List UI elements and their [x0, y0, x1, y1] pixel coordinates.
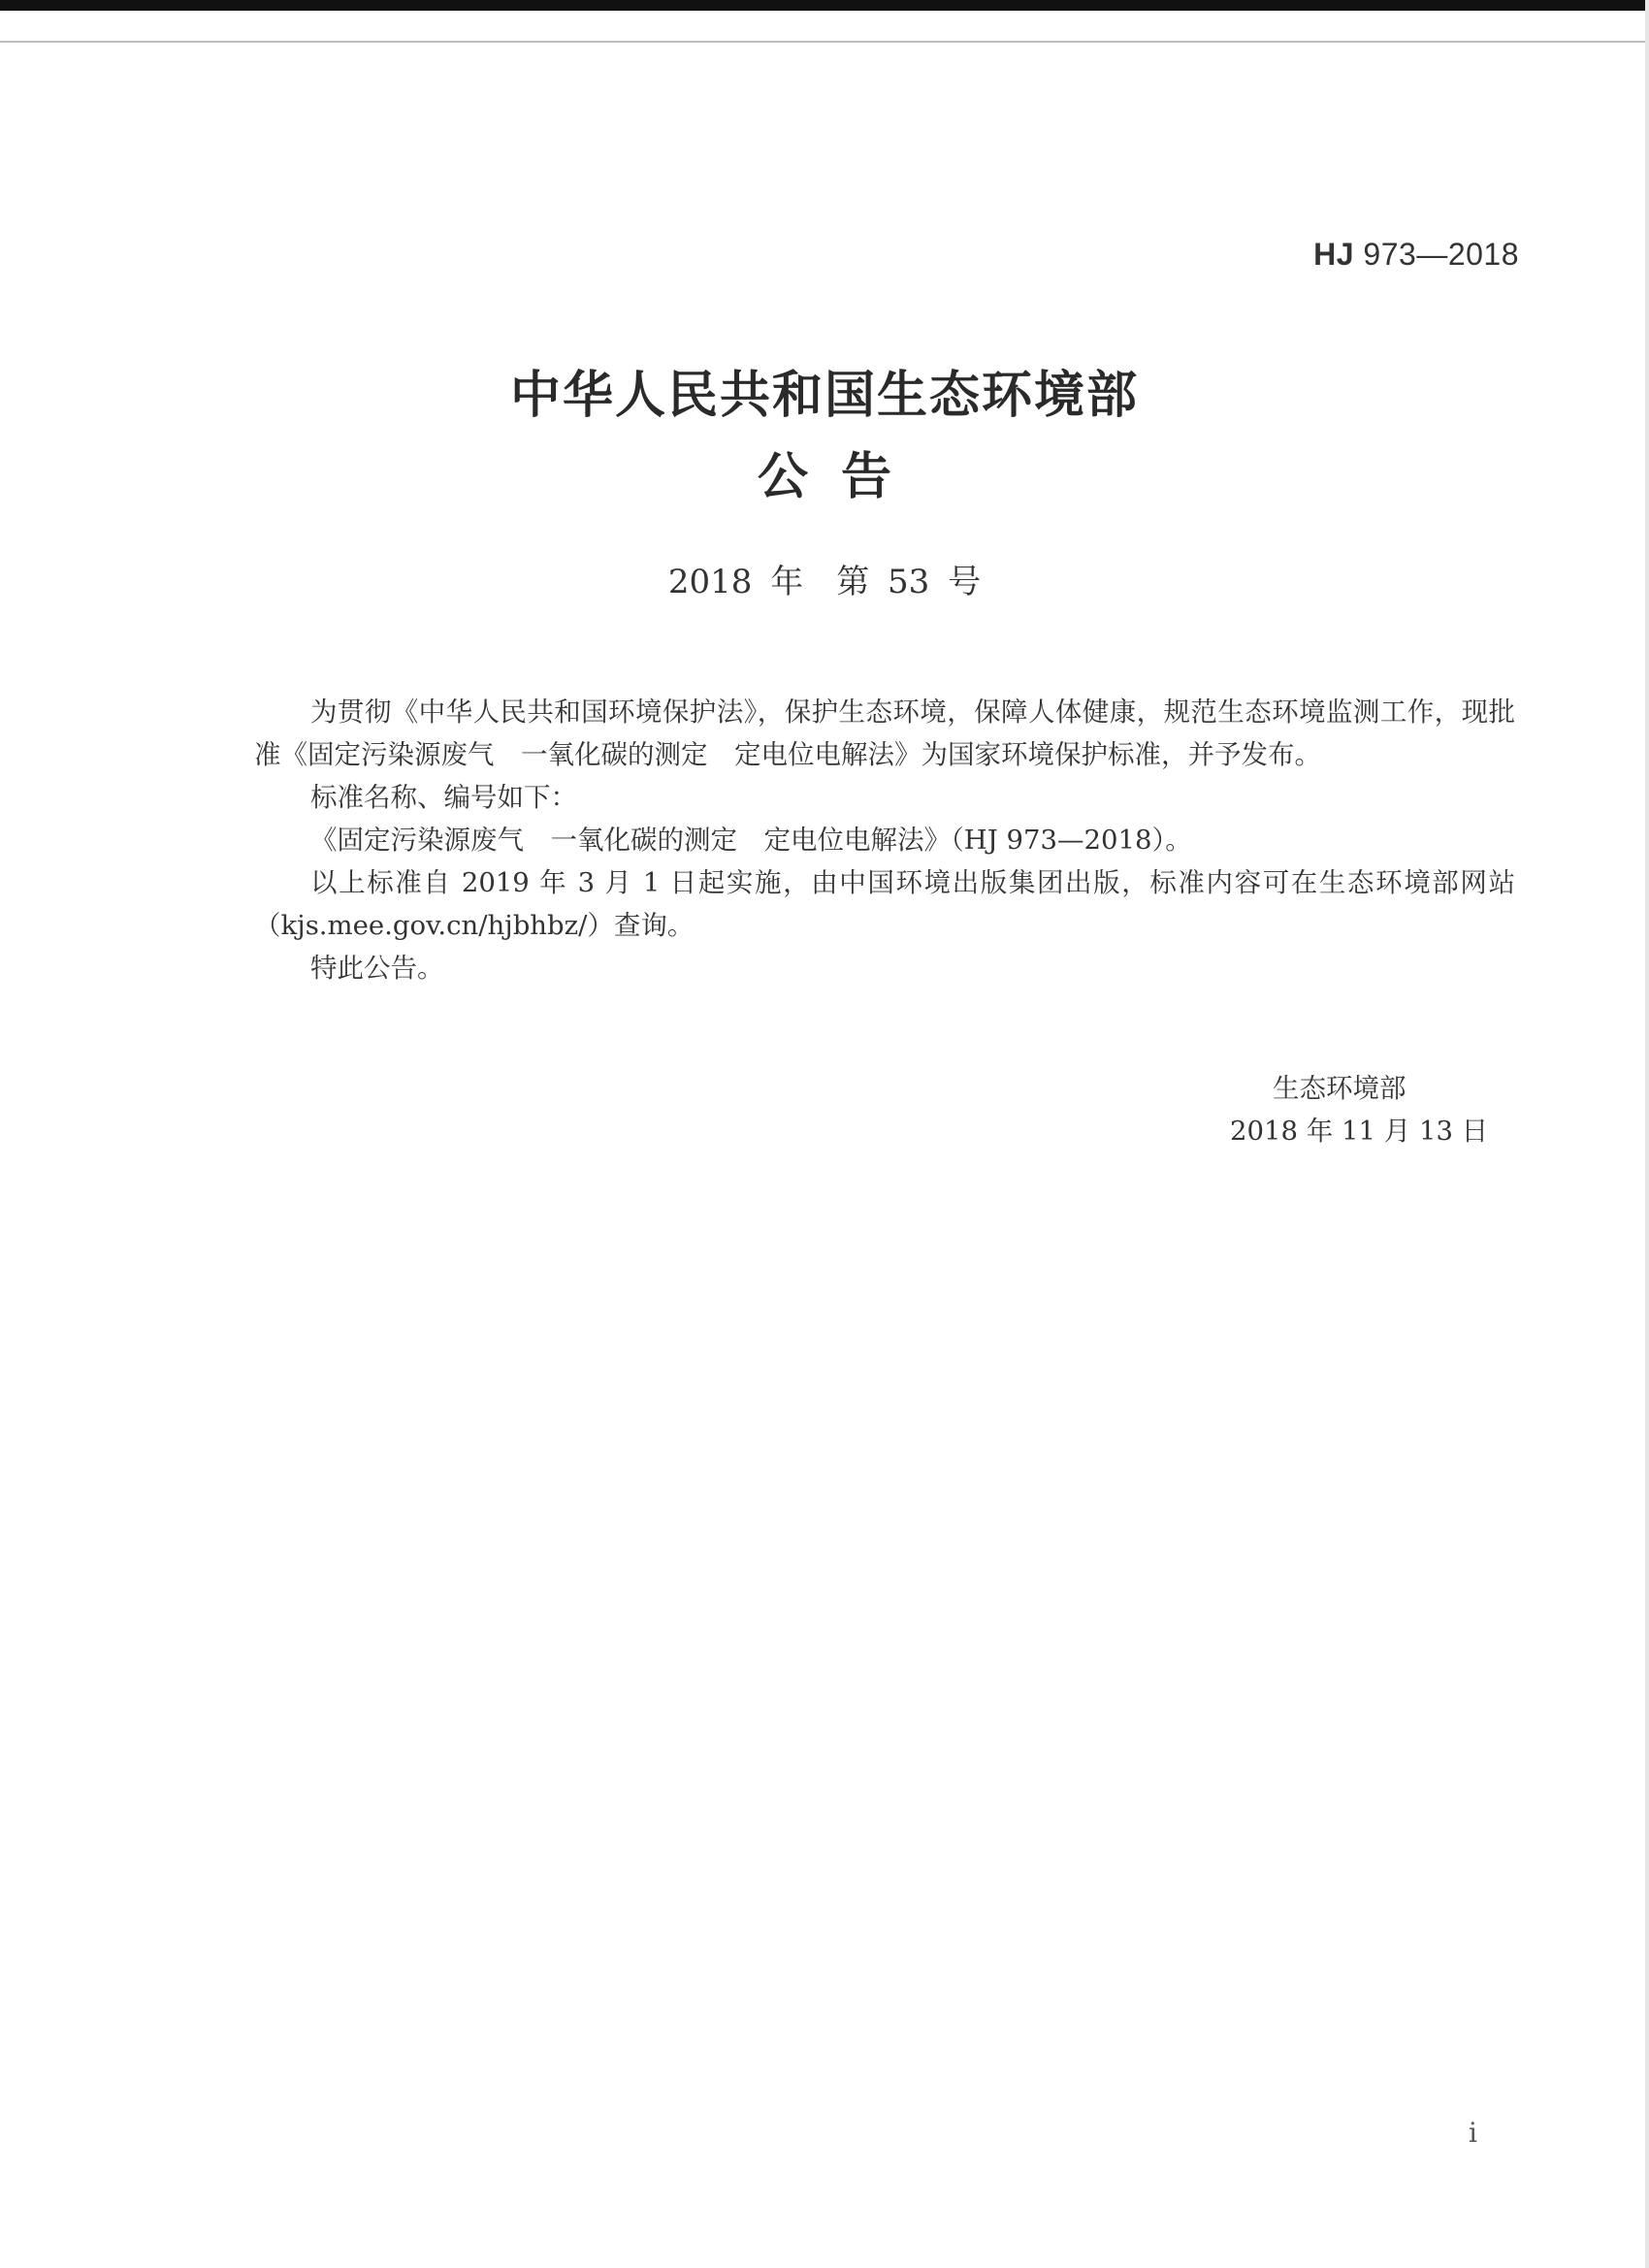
issue-number: 2018 年 第 53 号 [667, 563, 982, 601]
body-paragraph: 标准名称、编号如下： [310, 782, 577, 813]
scan-fold-line [0, 41, 1649, 43]
document-title: 中华人民共和国生态环境部 [509, 366, 1139, 425]
announcement-body [254, 691, 1515, 989]
body-paragraph: 《固定污染源废气 一氧化碳的测定 定电位电解法》（HJ 973—2018）。 [310, 825, 1192, 856]
scan-top-border [0, 0, 1649, 11]
body-paragraph: 为贯彻《中华人民共和国环境保护法》，保护生态环境，保障人体健康，规范生态环境监测工作，现批准《固定污染源废气 一氧化碳的测定 定电位电解法》为国家环境保护标准，并予发布。 [254, 697, 1515, 770]
document-subtitle: 公告 [757, 447, 924, 506]
body-paragraph: 特此公告。 [310, 953, 444, 984]
standard-code-number: 973—2018 [1363, 237, 1519, 272]
signature-date: 2018 年 11 月 13 日 [1230, 1116, 1489, 1147]
signature-organization: 生态环境部 [1273, 1073, 1406, 1104]
signature-block [1145, 1067, 1513, 1152]
page-number: i [1469, 2117, 1477, 2149]
scan-right-edge [1645, 0, 1649, 2268]
standard-code [1313, 237, 1519, 273]
standard-code-prefix: HJ [1313, 237, 1355, 272]
body-paragraph: 以上标准自 2019 年 3 月 1 日起实施，由中国环境出版集团出版，标准内容可在生态环境部网站（kjs.mee.gov.cn/hjbhbz/）查询。 [254, 867, 1515, 941]
